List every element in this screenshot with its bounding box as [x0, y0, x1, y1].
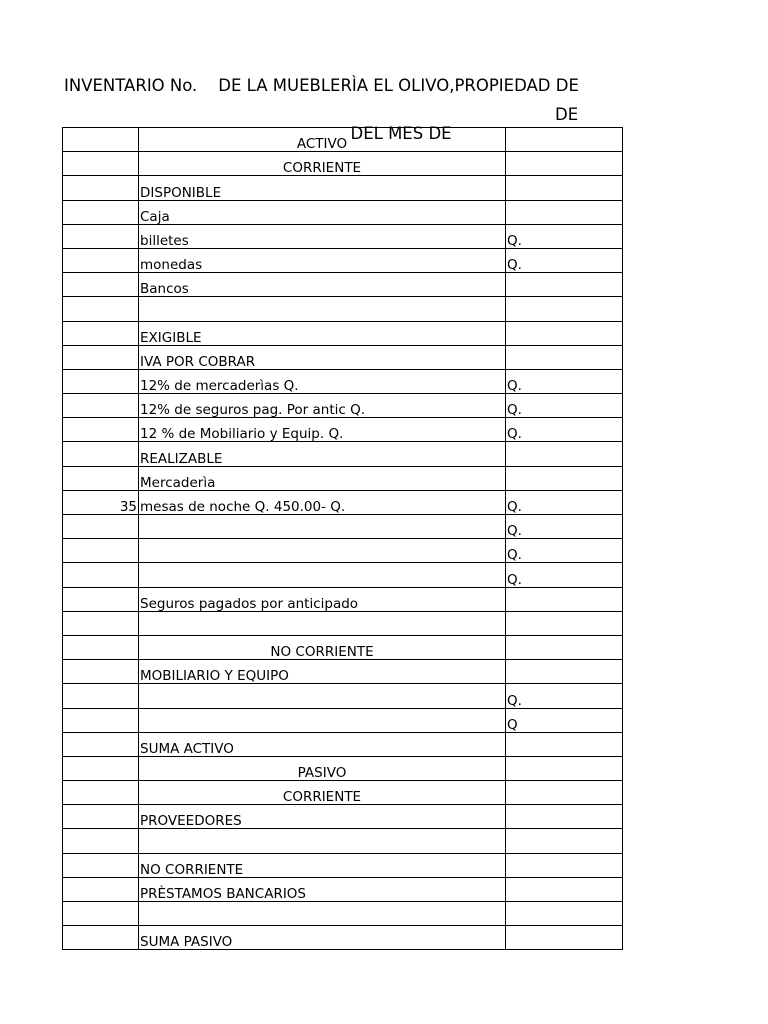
quantity-cell: [63, 442, 139, 466]
table-row: [63, 756, 623, 780]
description-cell: billetes: [139, 224, 506, 248]
description-cell: 12% de mercaderìas Q.: [139, 369, 506, 393]
table-row: [63, 224, 623, 248]
amount-cell: [506, 442, 623, 466]
year-label: DE: [555, 105, 579, 124]
amount-cell: [506, 781, 623, 805]
quantity-cell: [63, 369, 139, 393]
table-row: [63, 539, 623, 563]
amount-cell: Q.: [506, 248, 623, 272]
amount-cell: [506, 345, 623, 369]
quantity-cell: [63, 684, 139, 708]
description-cell: [139, 611, 506, 635]
amount-cell: [506, 128, 623, 152]
amount-cell: [506, 587, 623, 611]
table-row: [63, 273, 623, 297]
description-cell: [139, 708, 506, 732]
table-row: [63, 152, 623, 176]
amount-cell: [506, 829, 623, 853]
amount-cell: Q.: [506, 684, 623, 708]
quantity-cell: [63, 853, 139, 877]
quantity-cell: [63, 176, 139, 200]
description-cell: Mercaderìa: [139, 466, 506, 490]
table-row: [63, 418, 623, 442]
table-row: [63, 442, 623, 466]
description-cell: 12% de seguros pag. Por antic Q.: [139, 394, 506, 418]
quantity-cell: [63, 708, 139, 732]
quantity-cell: [63, 611, 139, 635]
description-cell: CORRIENTE: [139, 781, 506, 805]
quantity-cell: [63, 152, 139, 176]
quantity-cell: [63, 732, 139, 756]
description-cell: SUMA PASIVO: [139, 926, 506, 950]
table-row: [63, 515, 623, 539]
amount-cell: [506, 660, 623, 684]
amount-cell: [506, 756, 623, 780]
amount-cell: [506, 805, 623, 829]
table-row: [63, 684, 623, 708]
description-cell: PASIVO: [139, 756, 506, 780]
amount-cell: [506, 176, 623, 200]
quantity-cell: [63, 756, 139, 780]
description-cell: [139, 515, 506, 539]
inventory-table-body: [63, 128, 623, 950]
table-row: [63, 902, 623, 926]
inventory-title-line1: INVENTARIO No. DE LA MUEBLERÌA EL OLIVO,PROPIEDAD DE: [64, 76, 579, 95]
table-row: [63, 369, 623, 393]
amount-cell: Q: [506, 708, 623, 732]
table-row: [63, 466, 623, 490]
amount-cell: [506, 200, 623, 224]
quantity-cell: [63, 418, 139, 442]
description-cell: [139, 829, 506, 853]
table-row: [63, 805, 623, 829]
description-cell: monedas: [139, 248, 506, 272]
table-row: [63, 781, 623, 805]
description-cell: EXIGIBLE: [139, 321, 506, 345]
description-cell: [139, 563, 506, 587]
table-row: [63, 200, 623, 224]
amount-cell: Q.: [506, 418, 623, 442]
table-row: [63, 732, 623, 756]
amount-cell: [506, 466, 623, 490]
table-row: [63, 829, 623, 853]
table-row: [63, 877, 623, 901]
amount-cell: [506, 902, 623, 926]
quantity-cell: [63, 902, 139, 926]
table-row: [63, 176, 623, 200]
quantity-cell: [63, 926, 139, 950]
quantity-cell: [63, 829, 139, 853]
description-cell: Caja: [139, 200, 506, 224]
quantity-cell: [63, 200, 139, 224]
description-cell: [139, 902, 506, 926]
description-cell: CORRIENTE: [139, 152, 506, 176]
table-row: [63, 926, 623, 950]
amount-cell: Q.: [506, 224, 623, 248]
table-row: [63, 708, 623, 732]
amount-cell: Q.: [506, 563, 623, 587]
description-cell: [139, 297, 506, 321]
table-row: [63, 128, 623, 152]
quantity-cell: [63, 660, 139, 684]
description-cell: Seguros pagados por anticipado: [139, 587, 506, 611]
quantity-cell: [63, 781, 139, 805]
quantity-cell: [63, 539, 139, 563]
description-cell: 12 % de Mobiliario y Equip. Q.: [139, 418, 506, 442]
table-row: [63, 611, 623, 635]
table-row: [63, 635, 623, 659]
description-cell: SUMA ACTIVO: [139, 732, 506, 756]
quantity-cell: [63, 394, 139, 418]
amount-cell: [506, 926, 623, 950]
table-row: [63, 853, 623, 877]
quantity-cell: [63, 297, 139, 321]
description-cell: Bancos: [139, 273, 506, 297]
amount-cell: Q.: [506, 369, 623, 393]
amount-cell: [506, 297, 623, 321]
description-cell: DISPONIBLE: [139, 176, 506, 200]
description-cell: mesas de noche Q. 450.00- Q.: [139, 490, 506, 514]
quantity-cell: [63, 877, 139, 901]
amount-cell: [506, 635, 623, 659]
description-cell: NO CORRIENTE: [139, 635, 506, 659]
table-row: [63, 248, 623, 272]
table-row: [63, 490, 623, 514]
quantity-cell: [63, 515, 139, 539]
table-row: [63, 587, 623, 611]
quantity-cell: [63, 635, 139, 659]
quantity-cell: [63, 587, 139, 611]
amount-cell: [506, 732, 623, 756]
description-cell: MOBILIARIO Y EQUIPO: [139, 660, 506, 684]
table-row: [63, 394, 623, 418]
amount-cell: [506, 877, 623, 901]
description-cell: PROVEEDORES: [139, 805, 506, 829]
month-label: DEL MES DE: [350, 124, 452, 143]
table-row: [63, 321, 623, 345]
description-cell: PRÈSTAMOS BANCARIOS: [139, 877, 506, 901]
table-row: [63, 297, 623, 321]
amount-cell: [506, 321, 623, 345]
amount-cell: [506, 273, 623, 297]
amount-cell: [506, 152, 623, 176]
table-row: [63, 563, 623, 587]
description-cell: ACTIVO: [139, 128, 506, 152]
quantity-cell: [63, 345, 139, 369]
table-row: [63, 660, 623, 684]
description-cell: REALIZABLE: [139, 442, 506, 466]
quantity-cell: [63, 128, 139, 152]
description-cell: [139, 539, 506, 563]
amount-cell: Q.: [506, 490, 623, 514]
amount-cell: Q.: [506, 394, 623, 418]
quantity-cell: [63, 224, 139, 248]
description-cell: [139, 684, 506, 708]
inventory-table: [62, 127, 623, 950]
description-cell: NO CORRIENTE: [139, 853, 506, 877]
table-row: [63, 345, 623, 369]
amount-cell: [506, 853, 623, 877]
amount-cell: Q.: [506, 515, 623, 539]
quantity-cell: [63, 248, 139, 272]
quantity-cell: [63, 273, 139, 297]
amount-cell: Q.: [506, 539, 623, 563]
quantity-cell: [63, 321, 139, 345]
amount-cell: [506, 611, 623, 635]
quantity-cell: [63, 805, 139, 829]
description-cell: IVA POR COBRAR: [139, 345, 506, 369]
quantity-cell: [63, 466, 139, 490]
quantity-cell: [63, 563, 139, 587]
quantity-cell: 35: [63, 490, 139, 514]
